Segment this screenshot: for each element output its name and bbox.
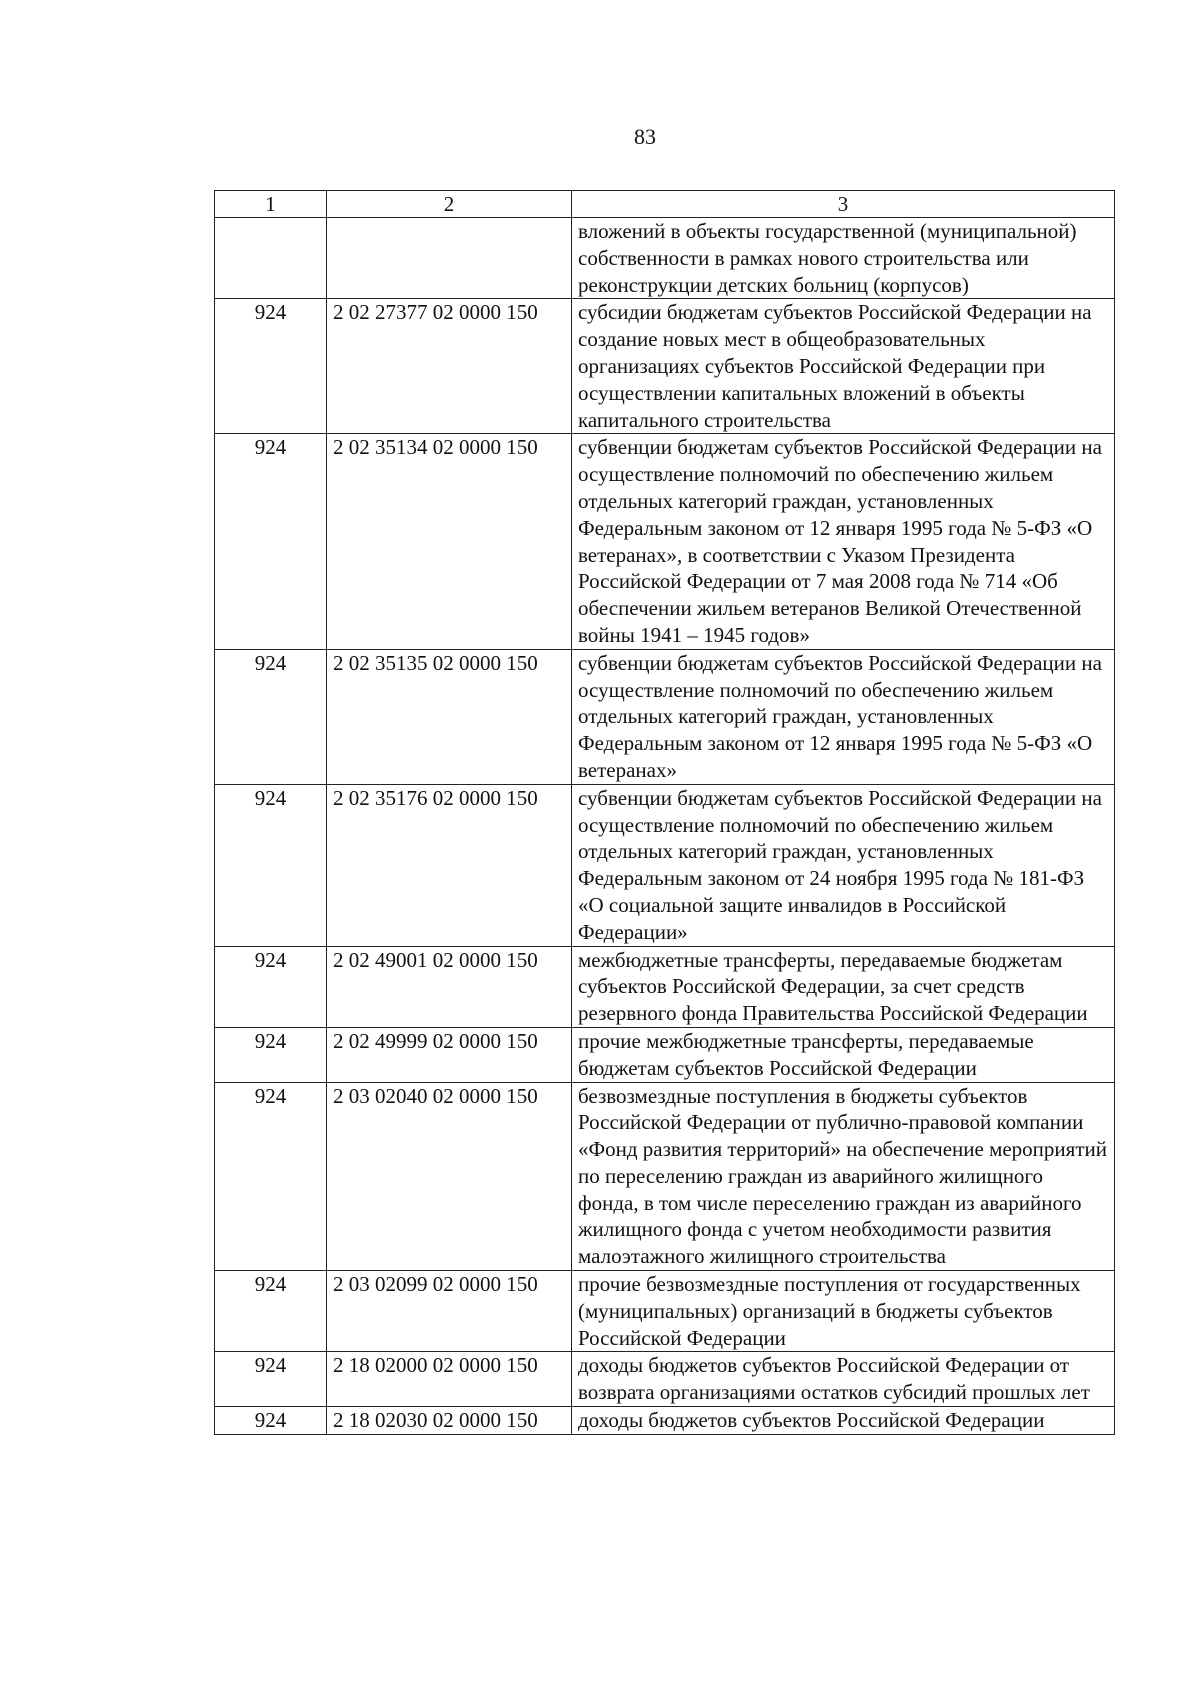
table-row (215, 299, 1115, 434)
table-row (215, 218, 1115, 299)
revenue-code-cell: 2 02 35135 02 0000 150 (327, 649, 572, 784)
description-cell: вложений в объекты государственной (муниципальной) собственности в рамках нового строительства или реконструкции детских больниц (корпусов) (572, 218, 1115, 299)
description-cell: прочие межбюджетные трансферты, передаваемые бюджетам субъектов Российской Федерации (572, 1027, 1115, 1082)
description-cell: субсидии бюджетам субъектов Российской Федерации на создание новых мест в общеобразовательных организациях субъектов Российской Федерации при осуществлении капитальных вложений в объекты капитального строительства (572, 299, 1115, 434)
revenue-code-cell: 2 02 49999 02 0000 150 (327, 1027, 572, 1082)
admin-code-cell: 924 (215, 434, 327, 649)
admin-code-cell: 924 (215, 946, 327, 1027)
admin-code-cell: 924 (215, 1027, 327, 1082)
admin-code-cell: 924 (215, 1271, 327, 1352)
admin-code-cell (215, 218, 327, 299)
table-row (215, 1271, 1115, 1352)
table-row (215, 1352, 1115, 1407)
revenue-code-cell: 2 18 02000 02 0000 150 (327, 1352, 572, 1407)
revenue-code-cell: 2 03 02040 02 0000 150 (327, 1082, 572, 1271)
description-cell: безвозмездные поступления в бюджеты субъектов Российской Федерации от публично-правовой компании «Фонд развития территорий» на обеспечение мероприятий по переселению граждан из аварийного жилищного фонда, в том числе переселению граждан из аварийного жилищного фонда с учетом необходимости развития малоэтажного жилищного строительства (572, 1082, 1115, 1271)
description-cell: прочие безвозмездные поступления от государственных (муниципальных) организаций в бюджеты субъектов Российской Федерации (572, 1271, 1115, 1352)
admin-code-cell: 924 (215, 1407, 327, 1435)
revenue-code-cell: 2 02 49001 02 0000 150 (327, 946, 572, 1027)
description-cell: субвенции бюджетам субъектов Российской Федерации на осуществление полномочий по обеспечению жильем отдельных категорий граждан, установленных Федеральным законом от 12 января 1995 года № 5-ФЗ «О ветеранах», в соответствии с Указом Президента Российской Федерации от 7 мая 2008 года № 714 «Об обеспечении жильем ветеранов Великой Отечественной войны 1941 – 1945 годов» (572, 434, 1115, 649)
revenue-code-cell: 2 02 35134 02 0000 150 (327, 434, 572, 649)
admin-code-cell: 924 (215, 299, 327, 434)
table-row (215, 784, 1115, 946)
revenue-code-cell (327, 218, 572, 299)
column-header-2: 2 (327, 191, 572, 218)
table-row (215, 649, 1115, 784)
description-cell: субвенции бюджетам субъектов Российской Федерации на осуществление полномочий по обеспечению жильем отдельных категорий граждан, установленных Федеральным законом от 24 ноября 1995 года № 181-ФЗ «О социальной защите инвалидов в Российской Федерации» (572, 784, 1115, 946)
table-header-row (215, 191, 1115, 218)
admin-code-cell: 924 (215, 649, 327, 784)
revenue-code-cell: 2 02 27377 02 0000 150 (327, 299, 572, 434)
description-cell: доходы бюджетов субъектов Российской Федерации (572, 1407, 1115, 1435)
page-number: 83 (634, 124, 656, 149)
table-row (215, 946, 1115, 1027)
budget-code-table (214, 190, 1115, 1435)
admin-code-cell: 924 (215, 1082, 327, 1271)
admin-code-cell: 924 (215, 784, 327, 946)
description-cell: доходы бюджетов субъектов Российской Федерации от возврата организациями остатков субсидий прошлых лет (572, 1352, 1115, 1407)
table-row (215, 1027, 1115, 1082)
table-row (215, 434, 1115, 649)
column-header-3: 3 (572, 191, 1115, 218)
column-header-1: 1 (215, 191, 327, 218)
admin-code-cell: 924 (215, 1352, 327, 1407)
revenue-code-cell: 2 18 02030 02 0000 150 (327, 1407, 572, 1435)
table-row (215, 1082, 1115, 1271)
description-cell: субвенции бюджетам субъектов Российской Федерации на осуществление полномочий по обеспечению жильем отдельных категорий граждан, установленных Федеральным законом от 12 января 1995 года № 5-ФЗ «О ветеранах» (572, 649, 1115, 784)
revenue-code-cell: 2 03 02099 02 0000 150 (327, 1271, 572, 1352)
description-cell: межбюджетные трансферты, передаваемые бюджетам субъектов Российской Федерации, за счет средств резервного фонда Правительства Российской Федерации (572, 946, 1115, 1027)
table-row (215, 1407, 1115, 1435)
revenue-code-cell: 2 02 35176 02 0000 150 (327, 784, 572, 946)
